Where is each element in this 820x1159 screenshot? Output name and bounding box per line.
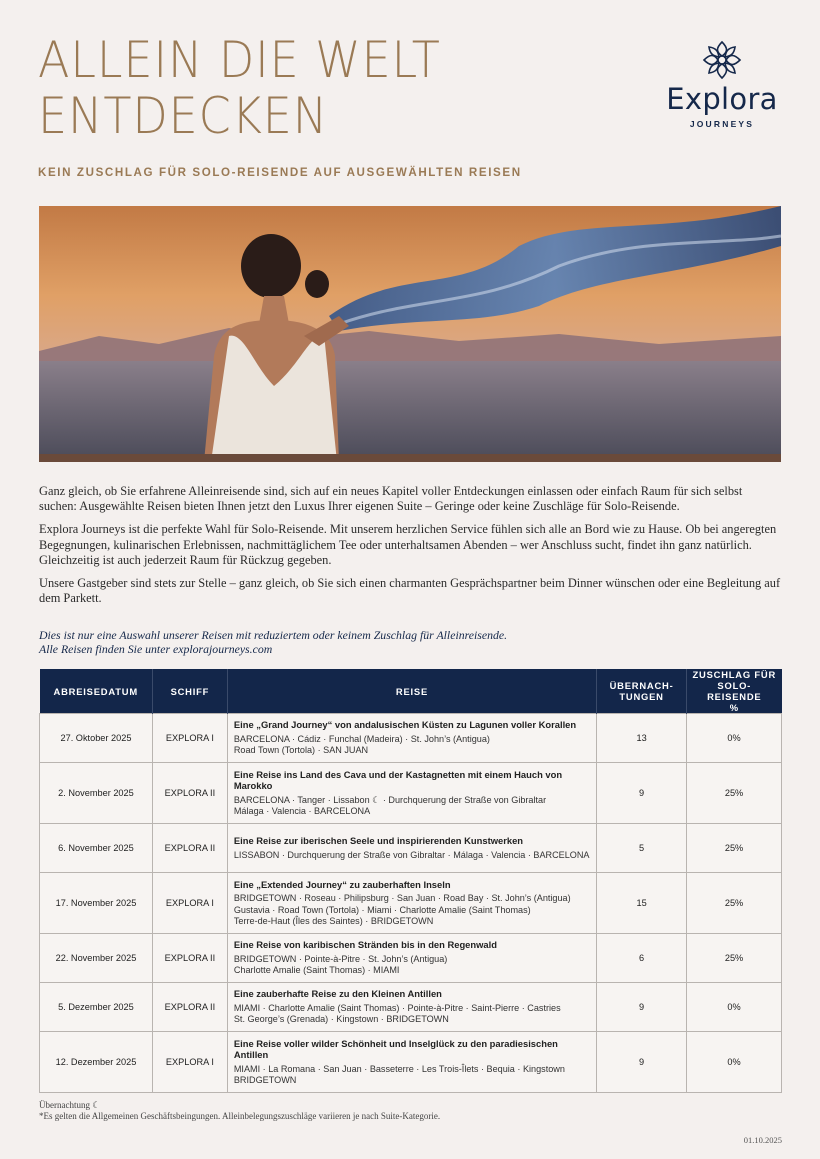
cell-ship: EXPLORA II [152,983,227,1032]
cell-date: 6. November 2025 [40,824,153,873]
table-row [40,1032,782,1093]
cell-surcharge: 0% [687,1032,782,1093]
table-row [40,983,782,1032]
cell-trip [227,1032,596,1093]
note-line-2: Alle Reisen finden Sie unter explorajourneys.com [39,642,273,656]
selection-note [39,628,783,656]
cell-date: 17. November 2025 [40,873,153,934]
cell-surcharge: 0% [687,714,782,763]
explora-logo [660,40,784,129]
page-subtitle: KEIN ZUSCHLAG FÜR SOLO-REISENDE AUF AUSGEWÄHLTEN REISEN [38,166,522,179]
trip-title: Eine Reise von karibischen Stränden bis in den Regenwald [233,939,497,951]
trip-route: MIAMI · La Romana · San Juan · Basseterre · Les Trois-Îlets · Bequia · Kingstown BRIDGETOWN [233,1063,565,1085]
footnotes [39,1100,440,1122]
cell-trip [227,763,596,824]
cell-nights: 9 [597,1032,687,1093]
table-row [40,934,782,983]
cell-ship: EXPLORA I [152,873,227,934]
logo-subtitle: JOURNEYS [689,119,755,129]
cell-date: 2. November 2025 [40,763,153,824]
col-header-ship: SCHIFF [152,669,227,714]
cell-nights: 9 [597,763,687,824]
table-row [40,714,782,763]
cell-surcharge: 25% [687,934,782,983]
note-line-1: Dies ist nur eine Auswahl unserer Reisen mit reduziertem oder keinem Zuschlag für Alleinreisende. [39,628,508,642]
cell-nights: 5 [597,824,687,873]
intro-paragraph-1: Ganz gleich, ob Sie erfahrene Alleinreisende sind, sich auf ein neues Kapitel voller Entdeckungen einlassen oder einfach Raum für sich selbst suchen: Ausgewählte Reisen bieten Ihnen jetzt den Luxus Ihrer eigenen Suite – Geringe oder keine Zuschläge für Solo-Reisende. [39,484,743,514]
col-header-date: ABREISEDATUM [40,669,153,714]
col-header-nights: ÜBERNACH- TUNGEN [597,669,687,714]
intro-text [39,484,783,614]
cell-nights: 9 [597,983,687,1032]
cell-trip [227,934,596,983]
trip-route: BARCELONA · Tanger · Lissabon ☾ · Durchquerung der Straße von Gibraltar Málaga · Valencia · BARCELONA [233,794,547,816]
cell-trip [227,714,596,763]
cell-date: 22. November 2025 [40,934,153,983]
cell-date: 12. Dezember 2025 [40,1032,153,1093]
trip-route: MIAMI · Charlotte Amalie (Saint Thomas) · Pointe-à-Pitre · Saint-Pierre · Castries St. George’s (Grenada) · Kingstown · BRIDGETOWN [233,1002,561,1025]
title-line-2: ENTDECKEN [38,87,329,145]
intro-paragraph-2: Explora Journeys ist die perfekte Wahl für Solo-Reisende. Mit unserem herzlichen Service fühlen sich alle an Bord wie zu Hause. Ob bei angeregten Begegnungen, kulinarischen Erlebnissen, nachmittäglichem Tee oder unterhaltsamen Abenden – wer Anschluss sucht, findet ihn ganz natürlich. Gleichzeitig ist auch jederzeit Raum für Rückzug gegeben. [39,522,777,567]
cell-nights: 6 [597,934,687,983]
intro-paragraph-3: Unsere Gastgeber sind stets zur Stelle – ganz gleich, ob Sie sich einen charmanten Gesprächspartner beim Dinner wünschen oder eine Begleitung auf dem Parkett. [39,576,781,606]
cell-ship: EXPLORA II [152,824,227,873]
cell-ship: EXPLORA I [152,714,227,763]
footnote-1: Übernachtung ☾ [39,1100,101,1110]
cell-surcharge: 25% [687,873,782,934]
cell-nights: 15 [597,873,687,934]
trip-route: BRIDGETOWN · Roseau · Philipsburg · San Juan · Road Bay · St. John’s (Antigua) Gustavia · Road Town (Tortola) · Miami · Charlotte Amalie (Saint Thomas) Terre-de-Haut (Îles des Saintes) · BRIDGETOWN [233,893,571,926]
col-header-surcharge: ZUSCHLAG FÜR SOLO-REISENDE % [687,669,782,714]
cell-ship: EXPLORA II [152,763,227,824]
cell-date: 5. Dezember 2025 [40,983,153,1032]
col-header-trip: REISE [227,669,596,714]
trip-route: BARCELONA · Cádiz · Funchal (Madeira) · St. John’s (Antigua) Road Town (Tortola) · SAN JUAN [233,733,490,756]
trip-route: LISSABON · Durchquerung der Straße von Gibraltar · Málaga · Valencia · BARCELONA [233,849,590,860]
cell-ship: EXPLORA I [152,1032,227,1093]
table-row [40,873,782,934]
cell-surcharge: 0% [687,983,782,1032]
table-row [40,824,782,873]
trip-title: Eine Reise voller wilder Schönheit und Inselglück zu den paradiesischen Antillen [233,1037,558,1060]
trip-route: BRIDGETOWN · Pointe-à-Pitre · St. John’s (Antigua) Charlotte Amalie (Saint Thomas) · MIAMI [233,953,448,976]
trip-title: Eine „Extended Journey“ zu zauberhaften Inseln [233,878,451,890]
logo-brand: Explora [666,82,778,116]
cell-trip [227,873,596,934]
print-date: 01.10.2025 [743,1135,782,1145]
page-title [38,32,441,144]
footnote-2: *Es gelten die Allgemeinen Geschäftsbeingungen. Alleinbelegungszuschläge variieren je nach Suite-Kategorie. [39,1111,441,1121]
hero-image [39,206,781,462]
trips-table [39,669,782,1093]
trip-title: Eine Reise zur iberischen Seele und inspirierenden Kunstwerken [233,835,524,846]
cell-surcharge: 25% [687,824,782,873]
trip-title: Eine Reise ins Land des Cava und der Kastagnetten mit einem Hauch von Marokko [233,768,563,791]
cell-date: 27. Oktober 2025 [40,714,153,763]
table-row [40,763,782,824]
mandala-icon [702,40,742,80]
cell-ship: EXPLORA II [152,934,227,983]
cell-surcharge: 25% [687,763,782,824]
trip-title: Eine zauberhafte Reise zu den Kleinen Antillen [233,988,442,1000]
cell-trip [227,824,596,873]
cell-trip [227,983,596,1032]
trip-title: Eine „Grand Journey“ von andalusischen Küsten zu Lagunen voller Korallen [233,719,577,731]
table-header-row [40,669,782,714]
title-line-1: ALLEIN DIE WELT [38,31,441,89]
cell-nights: 13 [597,714,687,763]
